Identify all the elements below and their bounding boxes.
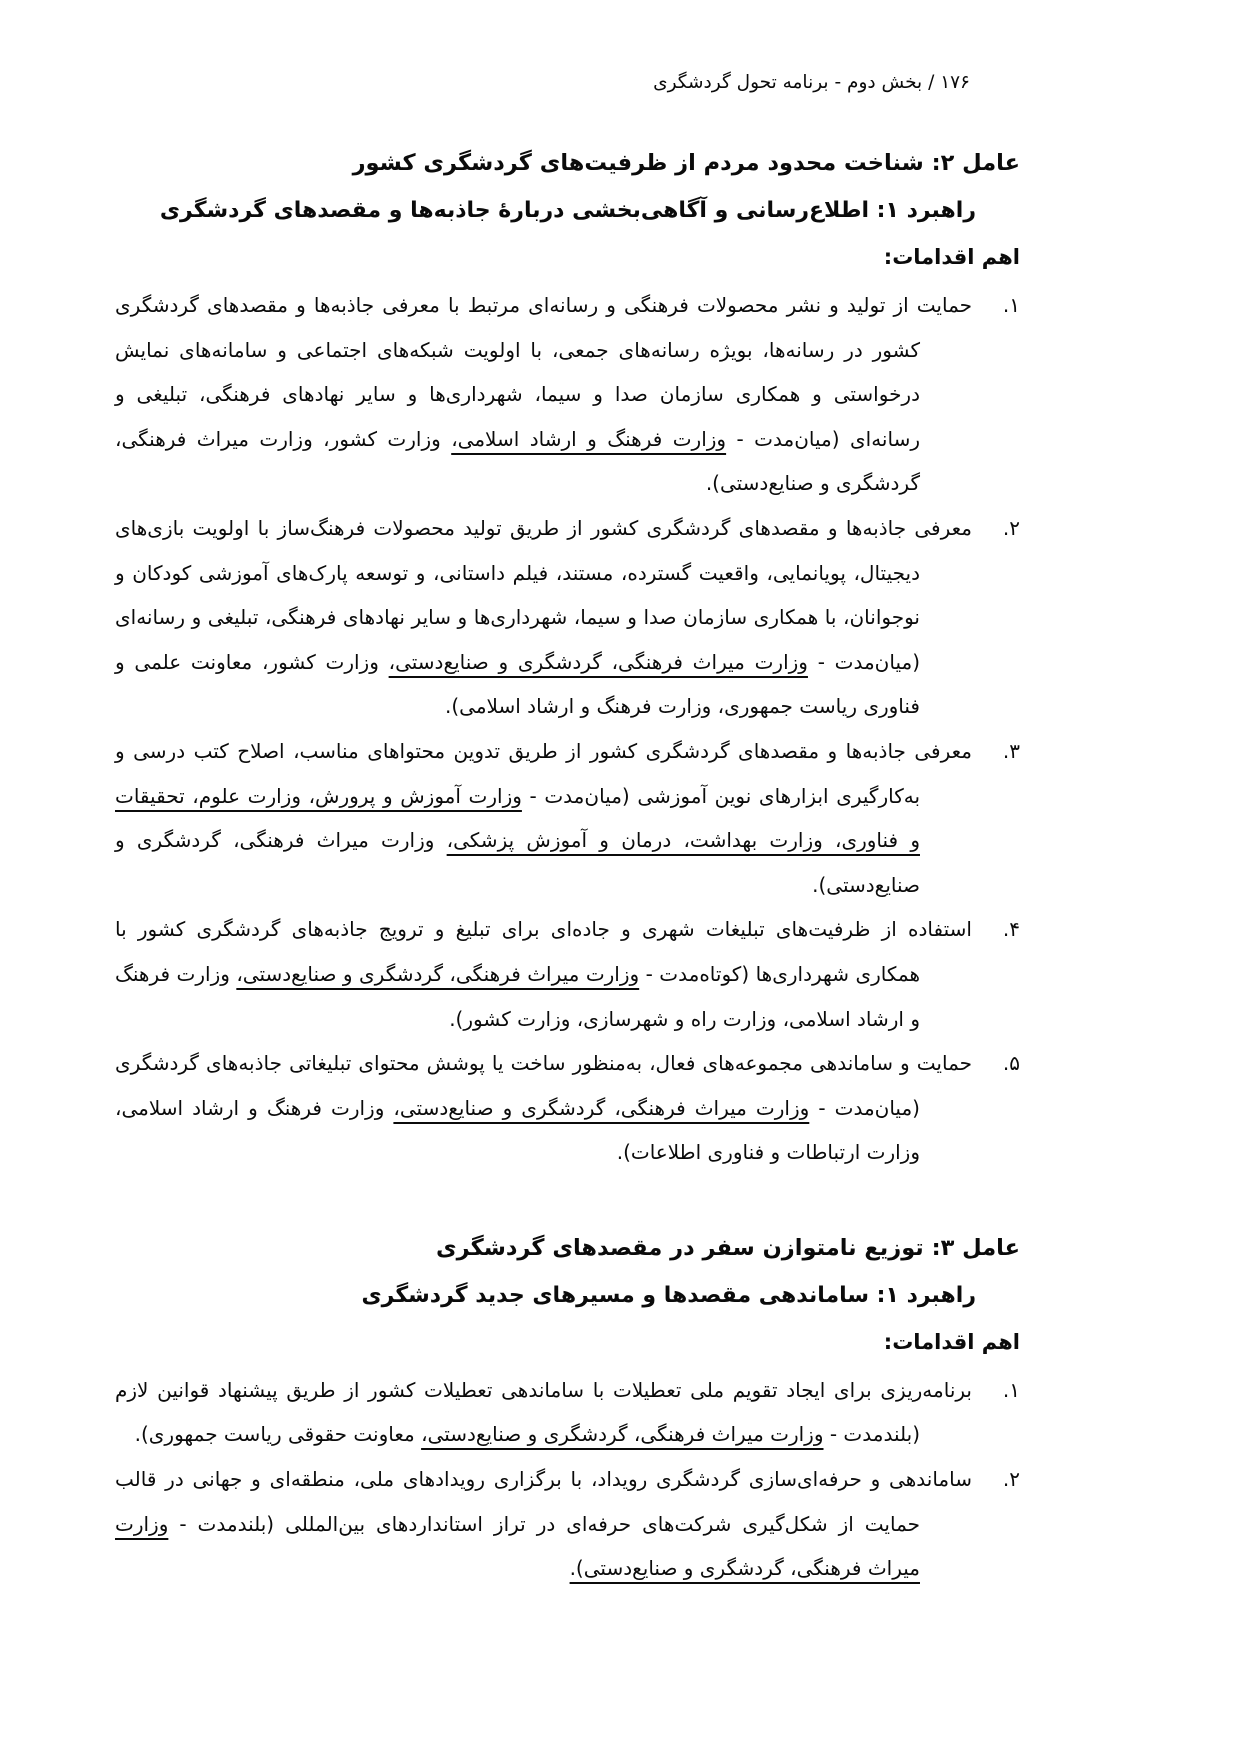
item-number: ۱. [1002, 293, 1020, 317]
strategy-heading: راهبرد ۱: ساماندهی مقصدها و مسیرهای جدید گردشگری [361, 1282, 976, 1308]
section-factor-3 [115, 1225, 1020, 1591]
item-text: حمایت و ساماندهی مجموعه‌های فعال، به‌منظور ساخت یا پوشش محتوای تبلیغاتی جاذبه‌های گردشگری (میان‌مدت - وزارت میراث فرهنگی، گردشگری و صنایع‌دستی، وزارت فرهنگ و ارشاد اسلامی، وزارت ارتباطات و فناوری اطلاعات). [115, 1051, 972, 1165]
item-number: ۱. [1002, 1377, 1020, 1402]
page-header: ۱۷۶ / بخش دوم - برنامه تحول گردشگری [653, 72, 970, 93]
action-item [115, 729, 1020, 907]
item-number: ۲. [1002, 515, 1020, 540]
item-number: ۵. [1002, 1051, 1020, 1076]
item-number: ۴. [1002, 917, 1020, 942]
item-text: حمایت از تولید و نشر محصولات فرهنگی و رسانه‌ای مرتبط با معرفی جاذبه‌ها و مقصدهای گردشگری کشور در رسانه‌ها، بویژه رسانه‌های جمعی، با اولویت شبکه‌های اجتماعی و سامانه‌های نمایش درخواستی و همکاری سازمان صدا و سیما، شهرداری‌ها و سایر نهادهای فرهنگی، تبلیغی و رسانه‌ای (میان‌مدت - وزارت فرهنگ و ارشاد اسلامی، وزارت کشور، وزارت میراث فرهنگی، گردشگری و صنایع‌دستی). [115, 293, 972, 496]
action-list [115, 1368, 1020, 1591]
action-item [115, 506, 1020, 729]
action-item [115, 1368, 1020, 1457]
action-list [115, 283, 1020, 1175]
action-item [115, 1041, 1020, 1175]
item-text: ساماندهی و حرفه‌ای‌سازی گردشگری رویداد، با برگزاری رویدادهای ملی، منطقه‌ای و جهانی در قالب حمایت از شکل‌گیری شرکت‌های حرفه‌ای در تراز استانداردهای بین‌المللی (بلندمدت - وزارت میراث فرهنگی، گردشگری و صنایع‌دستی). [115, 1467, 972, 1581]
section-factor-2 [115, 140, 1020, 1175]
action-item [115, 1457, 1020, 1591]
action-item [115, 283, 1020, 506]
actions-label: اهم اقدامات: [883, 1329, 1020, 1354]
item-text: معرفی جاذبه‌ها و مقصدهای گردشگری کشور از طریق تولید محصولات فرهنگ‌ساز با اولویت بازی‌های دیجیتال، پویانمایی، واقعیت گسترده، مستند، فیلم داستانی، و توسعه پارک‌های آموزشی کودکان و نوجوانان، با همکاری سازمان صدا و سیما، شهرداری‌ها و سایر نهادهای فرهنگی، تبلیغی و رسانه‌ای (میان‌مدت - وزارت میراث فرهنگی، گردشگری و صنایع‌دستی، وزارت کشور، معاونت علمی و فناوری ریاست جمهوری، وزارت فرهنگ و ارشاد اسلامی). [115, 515, 972, 719]
item-number: ۲. [1002, 1467, 1020, 1492]
page-content [115, 140, 1020, 1591]
factor-heading: عامل ۳: توزیع نامتوازن سفر در مقصدهای گردشگری [436, 1234, 1020, 1261]
item-number: ۳. [1002, 738, 1020, 763]
item-text: برنامه‌ریزی برای ایجاد تقویم ملی تعطیلات با ساماندهی تعطیلات کشور از طریق پیشنهاد قوانین لازم (بلندمدت - وزارت میراث فرهنگی، گردشگری و صنایع‌دستی، معاونت حقوقی ریاست جمهوری). [115, 1377, 972, 1447]
actions-label: اهم اقدامات: [883, 245, 1020, 269]
item-text: معرفی جاذبه‌ها و مقصدهای گردشگری کشور از طریق تدوین محتواهای مناسب، اصلاح کتب درسی و به‌کارگیری ابزارهای نوین آموزشی (میان‌مدت - وزارت آموزش و پرورش، وزارت علوم، تحقیقات و فناوری، وزارت بهداشت، درمان و آموزش پزشکی، وزارت میراث فرهنگی، گردشگری و صنایع‌دستی). [115, 738, 972, 897]
factor-heading: عامل ۲: شناخت محدود مردم از ظرفیت‌های گردشگری کشور [352, 150, 1020, 176]
item-text: استفاده از ظرفیت‌های تبلیغات شهری و جاده‌ای برای تبلیغ و ترویج جاذبه‌های گردشگری کشور با همکاری شهرداری‌ها (کوتاه‌مدت - وزارت میراث فرهنگی، گردشگری و صنایع‌دستی، وزارت فرهنگ و ارشاد اسلامی، وزارت راه و شهرسازی، وزارت کشور). [115, 917, 972, 1031]
action-item [115, 907, 1020, 1041]
strategy-heading: راهبرد ۱: اطلاع‌رسانی و آگاهی‌بخشی دربارۀ جاذبه‌ها و مقصدهای گردشگری [159, 198, 976, 223]
